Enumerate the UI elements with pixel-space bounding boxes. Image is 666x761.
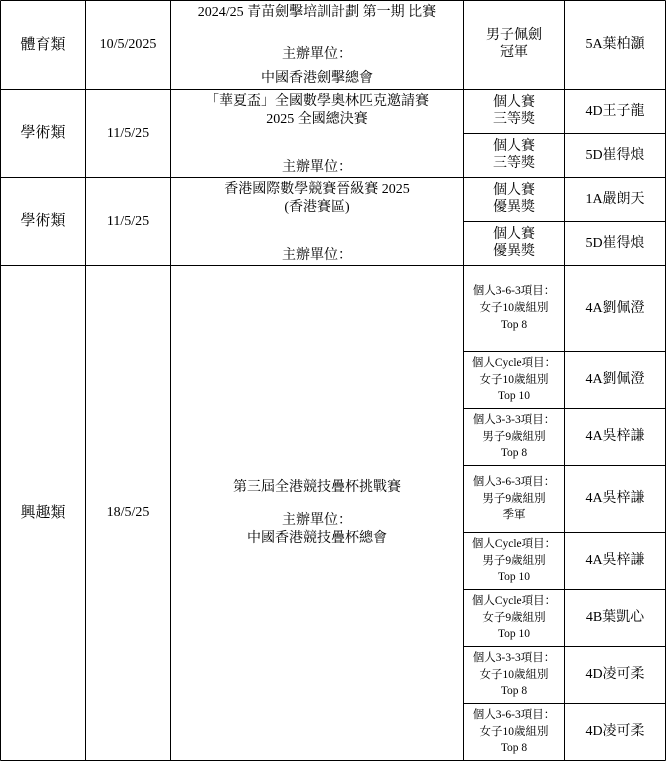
award-cell — [464, 90, 564, 133]
category-text: 學術類 — [20, 125, 66, 142]
award-cell — [464, 704, 564, 760]
award-line: 個人賽 — [493, 94, 535, 110]
student-name: 4B葉凱心 — [585, 610, 645, 626]
category-cell — [1, 266, 85, 760]
award-line: 個人Cycle項目： — [471, 537, 557, 550]
organizer-label: 主辦單位： — [282, 513, 352, 529]
award-line: 個人3-3-3項目： — [472, 413, 556, 426]
date-text: 18/5/25 — [106, 505, 150, 521]
award-line: Top 8 — [500, 447, 528, 460]
award-line: Top 8 — [500, 742, 528, 755]
award-line: 個人賽 — [493, 138, 535, 154]
event-title: 香港國際數學競賽晉級賽 2025 — [224, 182, 410, 197]
student-name: 4A吳梓謙 — [585, 429, 645, 445]
award-cell — [464, 466, 564, 532]
date-text: 11/5/25 — [106, 125, 150, 141]
award-cell — [464, 222, 564, 265]
student-name: 4D凌可柔 — [585, 724, 645, 740]
award-line: 個人3-6-3項目： — [472, 708, 556, 721]
award-line: 優異獎 — [493, 199, 535, 215]
date-cell — [86, 266, 170, 760]
award-cell — [464, 352, 564, 408]
award-line: 個人3-3-3項目： — [472, 651, 556, 664]
award-cell — [464, 409, 564, 465]
award-line: 冠軍 — [500, 45, 528, 60]
award-cell — [464, 178, 564, 221]
student-name: 5D崔得烺 — [585, 147, 645, 163]
student-cell — [565, 134, 665, 177]
award-cell — [464, 590, 564, 646]
award-line: 三等獎 — [493, 155, 535, 171]
student-cell — [565, 647, 665, 703]
award-line: 個人Cycle項目： — [471, 356, 557, 369]
award-cell — [464, 1, 564, 89]
event-cell — [171, 266, 463, 760]
award-cell — [464, 134, 564, 177]
student-name: 1A嚴朗天 — [585, 191, 645, 207]
organizer-label: 主辦單位： — [282, 46, 352, 62]
organizer-name: 中國香港劍擊總會 — [261, 70, 373, 86]
event-title: 「華夏盃」全國數學奧林匹克邀請賽 — [205, 94, 429, 109]
date-cell — [86, 178, 170, 265]
student-name: 5A葉柏灝 — [585, 37, 645, 53]
event-title: 2024/25 青苗劍擊培訓計劃 第一期 比賽 — [197, 5, 437, 20]
award-line: 女子10歲組別 — [479, 302, 549, 315]
award-line: 女子10歲組別 — [479, 373, 549, 386]
award-line: 個人賽 — [493, 182, 535, 198]
award-cell — [464, 533, 564, 589]
student-cell — [565, 704, 665, 760]
event-title: (香港賽區) — [284, 199, 350, 215]
date-text: 10/5/2025 — [99, 37, 157, 53]
student-cell — [565, 266, 665, 351]
event-cell — [171, 1, 463, 89]
award-line: Top 8 — [500, 685, 528, 698]
student-cell — [565, 352, 665, 408]
student-cell — [565, 409, 665, 465]
student-name: 4A吳梓謙 — [585, 553, 645, 569]
student-cell — [565, 90, 665, 133]
award-line: 女子10歲組別 — [479, 725, 549, 738]
category-cell — [1, 90, 85, 177]
award-line: 女子10歲組別 — [479, 668, 549, 681]
award-line: 優異獎 — [493, 243, 535, 259]
date-text: 11/5/25 — [106, 213, 150, 229]
student-cell — [565, 590, 665, 646]
award-line: Top 10 — [497, 390, 531, 403]
award-line: 個人Cycle項目： — [471, 594, 557, 607]
student-cell — [565, 222, 665, 265]
student-name: 5D崔得烺 — [585, 235, 645, 251]
student-cell — [565, 1, 665, 89]
organizer-label: 主辦單位： — [282, 247, 352, 263]
student-cell — [565, 533, 665, 589]
award-line: 三等獎 — [493, 111, 535, 127]
award-line: 季軍 — [502, 509, 526, 522]
award-line: 個人3-6-3項目： — [472, 285, 556, 298]
student-name: 4D凌可柔 — [585, 667, 645, 683]
category-cell — [1, 1, 85, 89]
event-title: 第三屆全港競技疊杯挑戰賽 — [233, 479, 401, 495]
category-text: 學術類 — [20, 213, 66, 230]
award-line: 男子9歲組別 — [482, 554, 546, 567]
event-cell — [171, 90, 463, 177]
student-name: 4A吳梓謙 — [585, 491, 645, 507]
award-line: 個人賽 — [493, 226, 535, 242]
event-cell — [171, 178, 463, 265]
award-line: Top 8 — [500, 318, 528, 331]
student-cell — [565, 178, 665, 221]
award-line: 女子9歲組別 — [482, 611, 546, 624]
award-line: Top 10 — [497, 571, 531, 584]
student-name: 4A劉佩澄 — [585, 300, 645, 316]
event-title: 2025 全國總決賽 — [266, 111, 368, 127]
organizer-label: 主辦單位： — [282, 159, 352, 175]
date-cell — [86, 90, 170, 177]
category-cell — [1, 178, 85, 265]
student-name: 4A劉佩澄 — [585, 372, 645, 388]
student-name: 4D王子龍 — [585, 103, 645, 119]
award-cell — [464, 647, 564, 703]
award-line: 男子9歲組別 — [482, 492, 546, 505]
student-cell — [565, 466, 665, 532]
award-line: 男子9歲組別 — [482, 430, 546, 443]
award-cell — [464, 266, 564, 351]
category-text: 興趣類 — [20, 504, 66, 521]
organizer-name: 中國香港競技疊杯總會 — [247, 530, 387, 546]
category-text: 體育類 — [20, 36, 66, 53]
date-cell — [86, 1, 170, 89]
award-line: 個人3-6-3項目： — [472, 475, 556, 488]
award-line: Top 10 — [497, 628, 531, 641]
award-line: 男子佩劍 — [486, 28, 542, 44]
